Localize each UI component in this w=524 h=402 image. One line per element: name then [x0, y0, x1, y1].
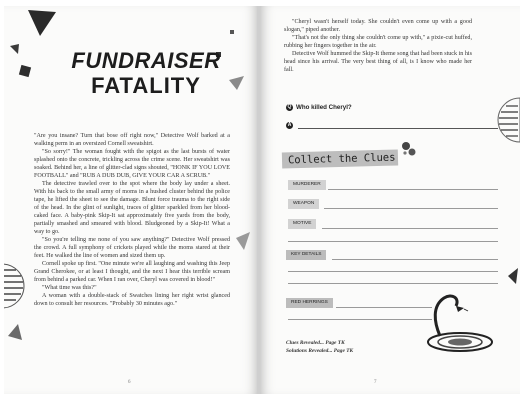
paragraph: "Cheryl wasn't herself today. She couldn't even come up with a good slogan," piped another. [284, 19, 472, 33]
question-marker: Q [287, 104, 292, 110]
answer-line[interactable] [298, 128, 498, 129]
paragraph: "That's not the only thing she couldn't come up with," a pixie-cut huffed, rubbing her fingers together in the air. [284, 35, 472, 49]
clue-line-motive[interactable] [322, 228, 498, 229]
page-number-left: 6 [128, 380, 131, 385]
paragraph: The detective trawled over to the spot where the body lay under a sheet. With his back to the small army of moms in a hushed cluster behind the police tape, he lifted the sheet to see the damage. Blunt force trauma to the right side of the head. In the glint of sunlight, traces of glitter sparkled from her blood-caked face. A baby-pink Skip-It sat approximately five yards from the body, partially smashed and smeared with blood. Bludgeoned by a Skip-It! What a way to go. [34, 181, 230, 235]
clue-tag-motive: MOTIVE [288, 219, 316, 229]
paragraph: A woman with a double-stack of Swatches lining her right wrist glanced down to consult her resources. "Probably 30 minutes ago." [34, 293, 230, 307]
key-details-line-2[interactable] [288, 271, 498, 272]
chapter-title-line2: FATALITY [91, 73, 201, 98]
paragraph: "So you're telling me none of you saw anything?" Detective Wolf pressed the crowd. A full symphony of crickets played while the moms stared at their feet. He walked the line of women and sized them up. [34, 237, 230, 259]
question-text: Who killed Cheryl? [296, 104, 352, 112]
right-body-text [284, 18, 472, 74]
clue-tag-red-herrings: RED HERRINGS [286, 298, 333, 308]
square-shape [19, 65, 31, 77]
chapter-title-line1: FUNDRAISER [71, 48, 221, 73]
paragraph: "Are you insane? Turn that bose off right now," Detective Wolf barked at a walking perm in an oversized Cornell sweatshirt. [34, 133, 230, 147]
half-circle-stripes [498, 98, 520, 142]
key-details-line-3[interactable] [288, 283, 498, 284]
paragraph: "So sorry!" The woman fought with the spigot as the last bursts of water splashed onto the concrete, trickling across the crime scene. Her sweatshirt was soaked. Behind her, a line of glitter-clad signs shouted, "HONK IF YOU LOVE FOOTBALL" and "RUB A DUB DUB, GIVE YOUR CAR A SCRUB." [34, 149, 230, 179]
clue-line-weapon[interactable] [324, 208, 498, 209]
paragraph: Detective Wolf hummed the Skip-It theme song that had been stuck in his head since his arrival. The very best thing of all, is I know who made her fall. [284, 51, 472, 73]
answer-row [286, 122, 296, 129]
key-details-line-1[interactable] [332, 259, 498, 260]
paragraph: Cornell spoke up first. "One minute we're all laughing and washing this Jeep Grand Cherokee, or at least I thought, and the next I hear this terrible scream from behind a parked car. When I ran over, Cheryl was covered in blood!" [34, 261, 230, 283]
left-body-text [34, 132, 230, 308]
red-herrings-line-1[interactable] [336, 307, 432, 308]
clue-tag-murderer: MURDERER [288, 180, 326, 190]
half-circle-stripes [4, 264, 24, 308]
clue-line-motive-2[interactable] [288, 241, 498, 242]
page-number-right: 7 [374, 380, 377, 385]
snake-illustration [428, 296, 492, 351]
triangle-shape [28, 10, 56, 36]
red-herrings-line-2[interactable] [288, 319, 432, 320]
question-row [286, 104, 352, 111]
answer-marker: A [287, 122, 292, 128]
clue-tag-weapon: WEAPON [288, 199, 319, 209]
solutions-revealed-note: Solutions Revealed... Page TK [286, 348, 354, 354]
paragraph: "What time was this?" [42, 285, 97, 291]
clue-tag-key-details: KEY DETAILS [286, 250, 326, 260]
bubble-icon [402, 142, 416, 156]
clues-revealed-note: Clues Revealed... Page TK [286, 340, 345, 346]
right-page [260, 6, 520, 394]
clues-heading: Collect the Clues [282, 149, 398, 168]
left-page [4, 6, 258, 394]
clue-line-murderer[interactable] [328, 189, 498, 190]
